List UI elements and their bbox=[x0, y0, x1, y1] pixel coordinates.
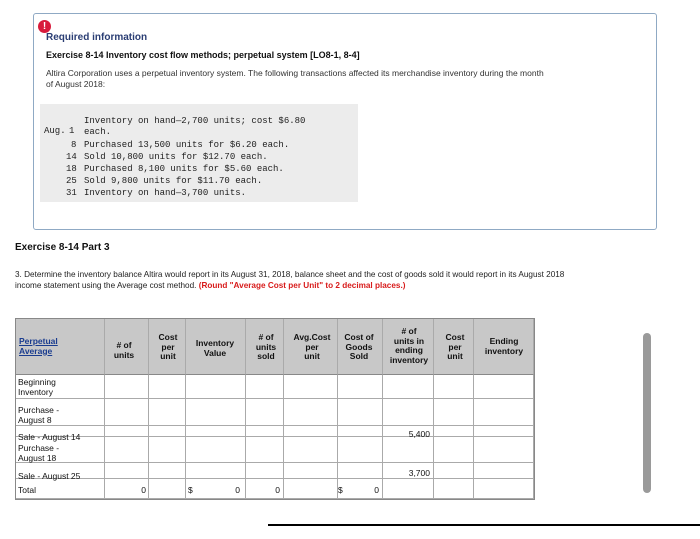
table-input-cell[interactable] bbox=[105, 426, 149, 437]
table-input-cell[interactable] bbox=[434, 463, 474, 479]
table-input-cell[interactable] bbox=[186, 375, 246, 399]
tx-day-18: 18 bbox=[66, 164, 77, 174]
total-units-sold: 0 bbox=[275, 485, 280, 495]
question-body: 3. Determine the inventory balance Altira would report in its August 31, 2018, balance sheet and the cost of goods sold it would report in its August 2018 income statement using the Average cost method. bbox=[15, 270, 565, 290]
header-units: # of units bbox=[113, 340, 135, 360]
table-input-cell[interactable] bbox=[149, 375, 186, 399]
table-input-cell[interactable] bbox=[338, 463, 383, 479]
table-input-cell[interactable] bbox=[284, 463, 338, 479]
tx-day-14: 14 bbox=[66, 152, 77, 162]
table-input-cell[interactable] bbox=[284, 437, 338, 463]
table-input-cell[interactable] bbox=[338, 426, 383, 437]
header-units-sold: # of units sold bbox=[255, 332, 277, 361]
header-units-ending-inventory: # of units in ending inventory bbox=[389, 326, 429, 365]
table-input-cell[interactable] bbox=[149, 463, 186, 479]
table-input-cell[interactable] bbox=[284, 479, 338, 499]
header-cell bbox=[105, 319, 149, 375]
table-input-cell[interactable] bbox=[338, 375, 383, 399]
header-perpetual-average: Perpetual Average bbox=[19, 336, 58, 356]
total-units: 0 bbox=[141, 485, 146, 495]
table-input-cell[interactable] bbox=[474, 463, 534, 479]
table-input-cell[interactable] bbox=[474, 375, 534, 399]
tx-line-1-cont: each. bbox=[84, 127, 112, 137]
table-input-cell[interactable] bbox=[434, 399, 474, 426]
header-cost-of-goods-sold: Cost of Goods Sold bbox=[344, 332, 374, 361]
table-input-cell[interactable] bbox=[246, 399, 284, 426]
row-label-total: Total bbox=[18, 485, 36, 495]
table-input-cell[interactable] bbox=[246, 437, 284, 463]
table-input-cell[interactable] bbox=[284, 375, 338, 399]
header-cell bbox=[338, 319, 383, 375]
table-input-cell[interactable] bbox=[149, 479, 186, 499]
table-input-cell[interactable] bbox=[434, 375, 474, 399]
table-input-cell[interactable] bbox=[105, 463, 149, 479]
table-input-cell[interactable] bbox=[186, 437, 246, 463]
table-input-cell[interactable] bbox=[105, 437, 149, 463]
table-input-cell[interactable] bbox=[383, 437, 434, 463]
table-input-cell[interactable] bbox=[474, 399, 534, 426]
tx-line-1: Inventory on hand—2,700 units; cost $6.80 bbox=[84, 116, 306, 126]
tx-day-25: 25 bbox=[66, 176, 77, 186]
perpetual-average-table bbox=[15, 318, 535, 500]
table-input-cell[interactable] bbox=[105, 375, 149, 399]
table-input-cell[interactable] bbox=[284, 399, 338, 426]
tx-line-31: Inventory on hand—3,700 units. bbox=[84, 188, 247, 198]
table-input-cell[interactable] bbox=[338, 399, 383, 426]
header-cell bbox=[16, 319, 105, 375]
header-cell bbox=[186, 319, 246, 375]
tx-day-1: 1 bbox=[69, 126, 75, 136]
units-ending-aug-25: 3,700 bbox=[408, 468, 430, 478]
table-input-cell[interactable] bbox=[149, 399, 186, 426]
table-input-cell[interactable] bbox=[186, 399, 246, 426]
row-label-beginning-inventory: Beginning Inventory bbox=[18, 377, 56, 397]
table-input-cell[interactable] bbox=[246, 426, 284, 437]
tx-line-25: Sold 9,800 units for $11.70 each. bbox=[84, 176, 263, 186]
row-label-sale-aug-25: Sale - August 25 bbox=[18, 471, 81, 481]
table-input-cell[interactable] bbox=[149, 437, 186, 463]
table-input-cell[interactable] bbox=[284, 426, 338, 437]
header-cost-per-unit: Cost per unit bbox=[158, 332, 178, 361]
table-input-cell[interactable] bbox=[383, 375, 434, 399]
total-inventory-value: 0 bbox=[235, 485, 240, 495]
table-input-cell[interactable] bbox=[186, 426, 246, 437]
total-cogs-dollar: $ bbox=[338, 485, 343, 495]
row-label-purchase-aug-18: Purchase - August 18 bbox=[18, 443, 60, 463]
table-input-cell[interactable] bbox=[434, 479, 474, 499]
required-information-heading: Required information bbox=[46, 32, 148, 43]
header-cell bbox=[149, 319, 186, 375]
header-avg-cost-per-unit: Avg.Cost per unit bbox=[293, 332, 331, 361]
tx-line-14: Sold 10,800 units for $12.70 each. bbox=[84, 152, 268, 162]
exercise-intro: Altira Corporation uses a perpetual inventory system. The following transactions affected its merchandise inventory during the month of August 2018: bbox=[46, 68, 544, 89]
part-title: Exercise 8-14 Part 3 bbox=[15, 242, 110, 253]
table-input-cell[interactable] bbox=[186, 463, 246, 479]
rounding-instruction: (Round "Average Cost per Unit" to 2 decimal places.) bbox=[198, 281, 406, 290]
total-cost-of-goods-sold: 0 bbox=[374, 485, 379, 495]
tx-day-8: 8 bbox=[71, 140, 77, 150]
tx-line-8: Purchased 13,500 units for $6.20 each. bbox=[84, 140, 290, 150]
tx-line-18: Purchased 8,100 units for $5.60 each. bbox=[84, 164, 284, 174]
header-inventory-value: Inventory Value bbox=[195, 338, 235, 358]
table-input-cell[interactable] bbox=[105, 399, 149, 426]
bottom-divider bbox=[268, 524, 700, 526]
question-text bbox=[15, 269, 593, 291]
units-ending-aug-14: 5,400 bbox=[408, 429, 430, 439]
table-input-cell[interactable] bbox=[383, 479, 434, 499]
table-input-cell[interactable] bbox=[246, 375, 284, 399]
table-input-cell[interactable] bbox=[474, 437, 534, 463]
table-input-cell[interactable] bbox=[246, 463, 284, 479]
header-cell bbox=[284, 319, 338, 375]
header-cell bbox=[474, 319, 534, 375]
month-label: Aug. bbox=[44, 126, 66, 136]
row-label-purchase-aug-8: Purchase - August 8 bbox=[18, 405, 60, 425]
table-input-cell[interactable] bbox=[434, 426, 474, 437]
header-ending-cost-per-unit: Cost per unit bbox=[445, 332, 465, 361]
table-input-cell[interactable] bbox=[383, 399, 434, 426]
tx-day-31: 31 bbox=[66, 188, 77, 198]
alert-icon: ! bbox=[38, 20, 51, 33]
table-input-cell[interactable] bbox=[434, 437, 474, 463]
table-input-cell[interactable] bbox=[474, 479, 534, 499]
total-inventory-dollar: $ bbox=[188, 485, 193, 495]
row-label-sale-aug-14: Sale - August 14 bbox=[18, 432, 81, 442]
table-input-cell[interactable] bbox=[338, 437, 383, 463]
header-ending-inventory: Ending inventory bbox=[484, 336, 524, 356]
header-cell bbox=[246, 319, 284, 375]
table-input-cell[interactable] bbox=[149, 426, 186, 437]
vertical-scrollbar[interactable] bbox=[643, 333, 651, 493]
header-cell bbox=[434, 319, 474, 375]
table-input-cell[interactable] bbox=[474, 426, 534, 437]
header-cell bbox=[383, 319, 434, 375]
exercise-title: Exercise 8-14 Inventory cost flow methods; perpetual system [LO8-1, 8-4] bbox=[46, 50, 360, 60]
